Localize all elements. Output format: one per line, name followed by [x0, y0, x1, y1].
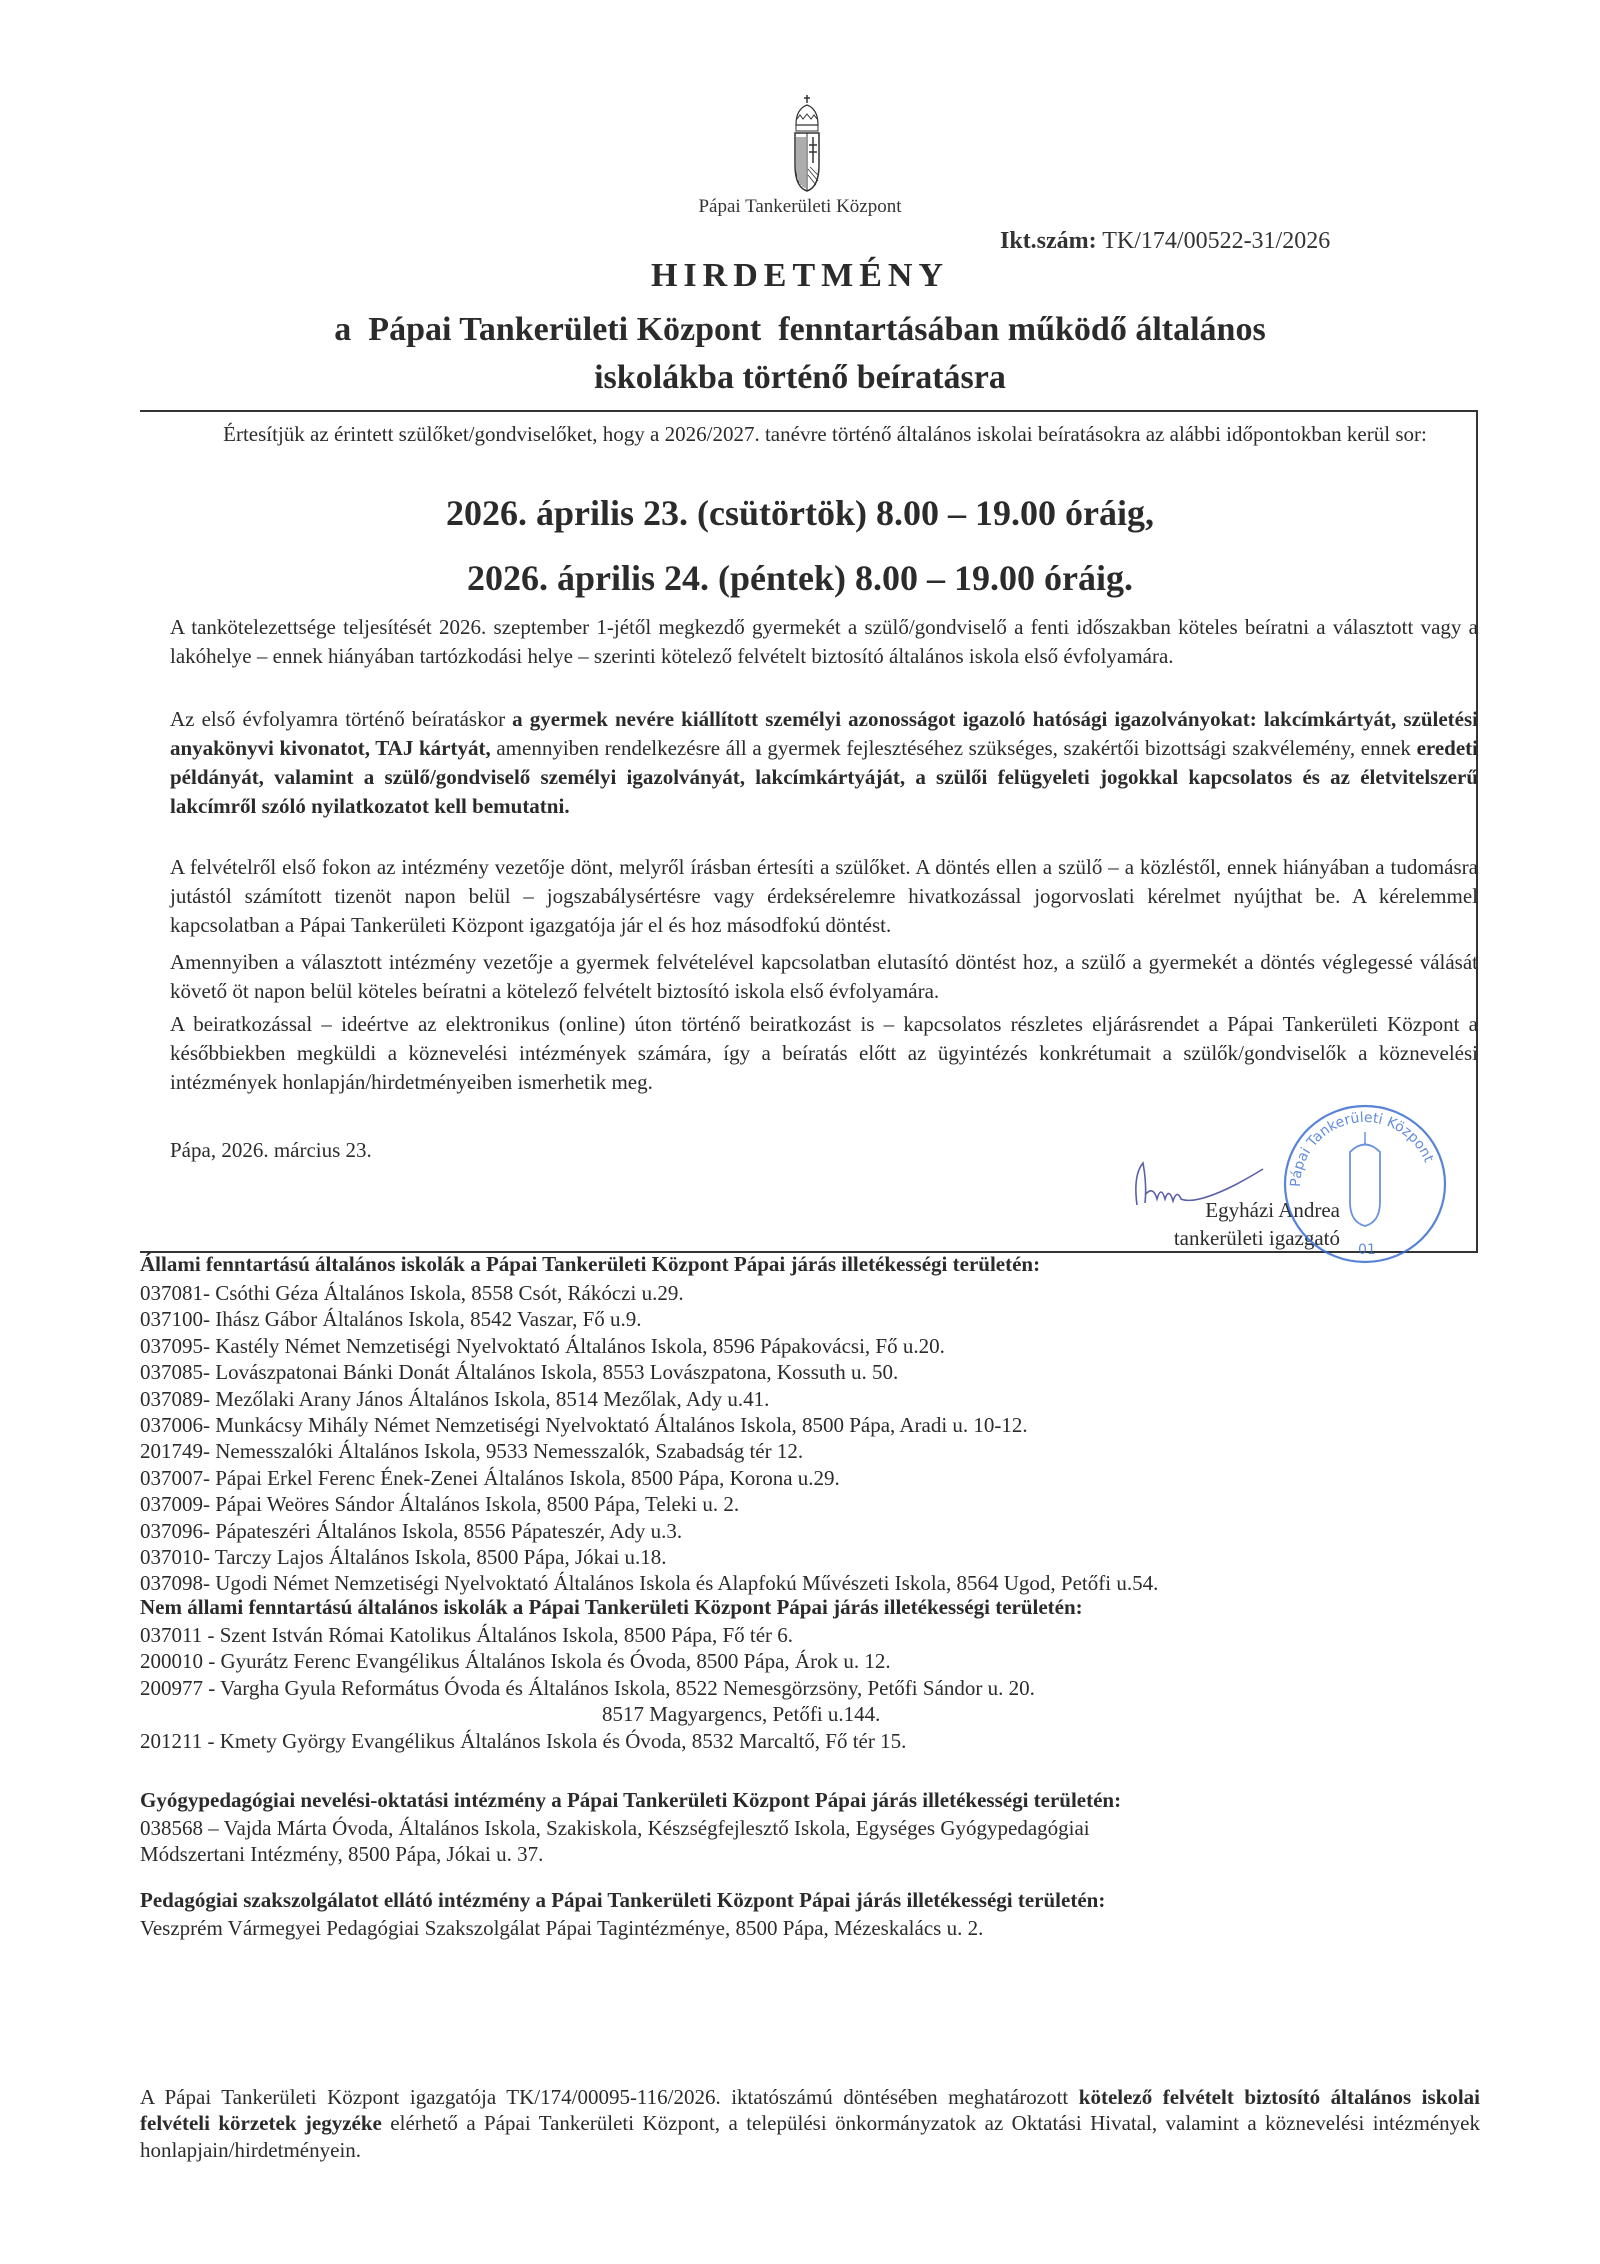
list-item: 037010- Tarczy Lajos Általános Iskola, 8500 Pápa, Jókai u.18.: [140, 1545, 667, 1570]
final-text-a: A Pápai Tankerületi Központ igazgatója TK/174/00095-116/2026. iktatószámú döntésében meghatározott: [140, 2085, 1079, 2109]
documents-text-c: amennyiben rendelkezésre áll a gyermek fejlesztéséhez szükséges, szakértői bizottsági szakvélemény, ennek: [490, 736, 1417, 760]
document-subtitle: [0, 306, 1600, 402]
list-item: 037007- Pápai Erkel Ferenc Ének-Zenei Általános Iskola, 8500 Pápa, Korona u.29.: [140, 1465, 840, 1490]
place-and-date: Pápa, 2026. március 23.: [170, 1138, 372, 1162]
notice-intro: Értesítjük az érintett szülőket/gondviselőket, hogy a 2026/2027. tanévre történő általános iskolai beíratásokra az alábbi időpontokban kerül sor:: [223, 422, 1427, 446]
list-item: 037011 - Szent István Római Katolikus Általános Iskola, 8500 Pápa, Fő tér 6.: [140, 1623, 794, 1647]
list-item: 037089- Mezőlaki Arany János Általános Iskola, 8514 Mezőlak, Ady u.41.: [140, 1386, 770, 1411]
pedagogical-service-list: [140, 1915, 1480, 1941]
section-heading-state-schools: Állami fenntartású általános iskolák a Pápai Tankerületi Központ Pápai járás illetékességi területén:: [140, 1252, 1041, 1276]
registration-label: Ikt.szám:: [1000, 228, 1097, 254]
signer-name: Egyházi Andrea: [1205, 1198, 1340, 1222]
list-item: 037100- Ihász Gábor Általános Iskola, 8542 Vaszar, Fő u.9.: [140, 1307, 642, 1332]
subtitle-line-1: a Pápai Tankerületi Központ fenntartásában működő általános: [334, 311, 1266, 348]
section-heading-special-education: Gyógypedagógiai nevelési-oktatási intézmény a Pápai Tankerületi Központ Pápai járás illetékességi területén:: [140, 1788, 1122, 1812]
list-item: 037096- Pápateszéri Általános Iskola, 8556 Pápateszér, Ady u.3.: [140, 1518, 683, 1543]
enrollment-date-2: 2026. április 24. (péntek) 8.00 – 19.00 óráig.: [467, 558, 1133, 598]
final-text-b: kötelező felvételt biztosító általános iskolai felvételi körzetek jegyzéke: [140, 2085, 1480, 2136]
section-heading-pedagogical-service: Pedagógiai szakszolgálatot ellátó intézmény a Pápai Tankerületi Központ Pápai járás illetékességi területén:: [140, 1888, 1106, 1912]
paragraph-documents: [170, 705, 1478, 821]
list-item: 037009- Pápai Weöres Sándor Általános Iskola, 8500 Pápa, Teleki u. 2.: [140, 1492, 740, 1517]
official-stamp-icon: [1270, 1092, 1460, 1267]
list-item: 200010 - Gyurátz Ferenc Evangélikus Általános Iskola és Óvoda, 8500 Pápa, Árok u. 12.: [140, 1649, 891, 1674]
paragraph-appeal: A felvételről első fokon az intézmény vezetője dönt, melyről írásban értesíti a szülőket. A döntés ellen a szülő – a közléstől, ennek hiányában a tudomásra jutástól számított tizenöt napon belül – jogszabálysértésre vagy érdeksérelemre hivatkozással jogorvoslati kérelmet nyújthat be. A kérelemmel kapcsolatban a Pápai Tankerületi Központ igazgatója jár el és hoz másodfokú döntést.: [170, 855, 1478, 937]
final-text-c: elérhető a Pápai Tankerületi Központ, a települési önkormányzatok az Oktatási Hivatal, valamint a köznevelési intézmények honlapjain/hirdetményein.: [140, 2111, 1480, 2162]
list-item: 037095- Kastély Német Nemzetiségi Nyelvoktató Általános Iskola, 8596 Pápakovácsi, Fő u.20.: [140, 1333, 945, 1358]
list-item: 037006- Munkácsy Mihály Német Nemzetiségi Nyelvoktató Általános Iskola, 8500 Pápa, Aradi u. 10-12.: [140, 1413, 1028, 1438]
list-item: 200977 - Vargha Gyula Református Óvoda és Általános Iskola, 8522 Nemesgörzsöny, Petőfi Sándor u. 20.: [140, 1675, 1035, 1700]
registration-number: [1000, 228, 1330, 255]
list-item: 201749- Nemesszalóki Általános Iskola, 9533 Nemesszalók, Szabadság tér 12.: [140, 1439, 804, 1464]
enrollment-date-1: 2026. április 23. (csütörtök) 8.00 – 19.00 óráig,: [446, 493, 1154, 533]
coat-of-arms-icon: [794, 95, 820, 193]
paragraph-procedure: A beiratkozással – ideértve az elektronikus (online) úton történő beiratkozást is – kapcsolatos részletes eljárásrendet a Pápai Tankerületi Központ a későbbiekben megküldi a köznevelési intézmények számára, így a beíratás előtt az ügyintézés konkrétumait a szülők/gondviselők a köznevelési intézmények honlapján/hirdetményeiben ismerhetik meg.: [170, 1012, 1478, 1094]
non-state-schools-list: [140, 1622, 1480, 1754]
list-item: 038568 – Vajda Márta Óvoda, Általános Iskola, Szakiskola, Készségfejlesztő Iskola, Egységes Gyógypedagógiai: [140, 1816, 1090, 1840]
list-item: 8517 Magyargencs, Petőfi u.144.: [140, 1702, 881, 1727]
registration-value: TK/174/00522-31/2026: [1102, 228, 1331, 254]
paragraph-obligation: A tankötelezettsége teljesítését 2026. szeptember 1-jétől megkezdő gyermekét a szülő/gondviselő a fenti időszakban köteles beíratni a választott vagy a lakóhelye – ennek hiányában tartózkodási helye – szerinti kötelező felvételt biztosító általános iskola első évfolyamára.: [170, 615, 1478, 668]
stamp-text: Pápai Tankerületi Központ: [1287, 1109, 1437, 1188]
state-schools-list: [140, 1280, 1480, 1597]
organization-name: Pápai Tankerületi Központ: [698, 196, 902, 217]
list-item: 037085- Lovászpatonai Bánki Donát Általános Iskola, 8553 Lovászpatona, Kossuth u. 50.: [140, 1360, 899, 1385]
documents-text-b: a gyermek nevére kiállított személyi azonosságot igazoló hatósági igazolványokat: lakcímkártyát, születési anyakönyvi kivonatot, TAJ kártyát,: [170, 707, 1478, 760]
special-education-list: [140, 1815, 1480, 1868]
list-item: Módszertani Intézmény, 8500 Pápa, Jókai u. 37.: [140, 1842, 544, 1867]
final-paragraph: [140, 2084, 1480, 2163]
document-title: HIRDETMÉNY: [650, 257, 950, 294]
list-item: 037098- Ugodi Német Nemzetiségi Nyelvoktató Általános Iskola és Alapfokú Művészeti Iskola, 8564 Ugod, Petőfi u.54.: [140, 1571, 1159, 1596]
stamp-number: 01: [1358, 1242, 1376, 1258]
signer-title: tankerületi igazgató: [1173, 1226, 1340, 1250]
paragraph-rejection: Amennyiben a választott intézmény vezetője a gyermek felvételével kapcsolatban elutasító döntést hoz, a szülő a gyermekét a döntés véglegessé válását követő öt napon belül köteles beíratni a kötelező felvételt biztosító iskola első évfolyamára.: [170, 950, 1478, 1003]
list-item: 037081- Csóthi Géza Általános Iskola, 8558 Csót, Rákóczi u.29.: [140, 1281, 684, 1305]
documents-text-d: eredeti példányát, valamint a szülő/gondviselő személyi igazolványát, lakcímkártyáját, a szülői felügyeleti jogokkal kapcsolatos és az életvitelszerű lakcímről szóló nyilatkozatot kell bemutatni.: [170, 736, 1478, 818]
list-item: Veszprém Vármegyei Pedagógiai Szakszolgálat Pápai Tagintézménye, 8500 Pápa, Mézeskalács u. 2.: [140, 1916, 984, 1940]
subtitle-line-2: iskolákba történő beíratásra: [594, 359, 1006, 396]
section-heading-non-state-schools: Nem állami fenntartású általános iskolák a Pápai Tankerületi Központ Pápai járás illetékességi területén:: [140, 1595, 1083, 1619]
documents-text-a: Az első évfolyamra történő beíratáskor: [170, 707, 513, 731]
list-item: 201211 - Kmety György Evangélikus Általános Iskola és Óvoda, 8532 Marcaltő, Fő tér 15.: [140, 1728, 907, 1753]
